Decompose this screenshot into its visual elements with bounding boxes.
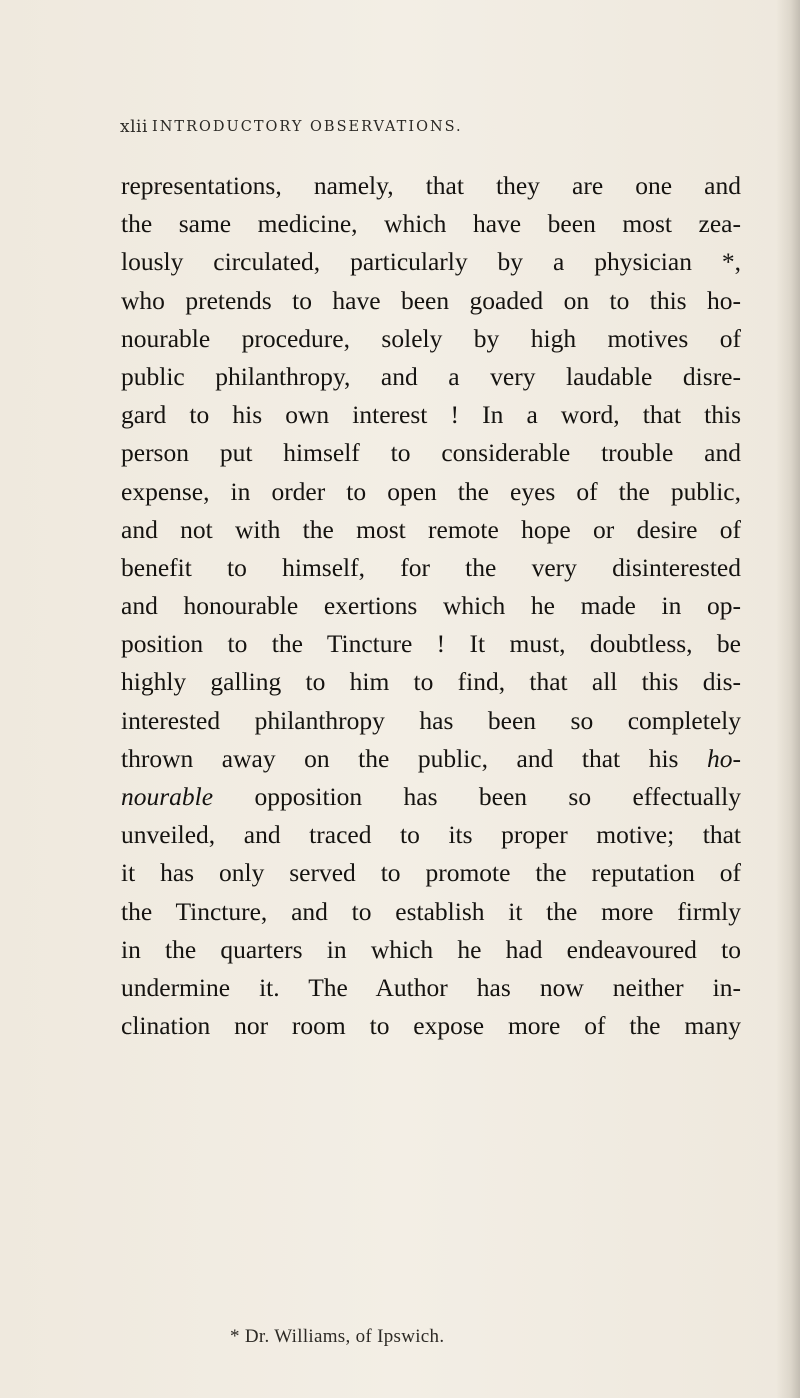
text-line-13: position to the Tincture ! It must, doubtless, be [121,629,741,659]
text-line-10: and not with the most remote hope or desire of [121,514,741,544]
text-line-8: person put himself to considerable trouble and [121,438,741,468]
footnote: * Dr. Williams, of Ipswich. [230,1326,445,1347]
text-line-18: unveiled, and traced to its proper motive; that [121,820,741,850]
text-line-2: the same medicine, which have been most zea- [121,209,741,239]
text-line-17 [121,778,741,816]
italic-word-honourable-end: nourable [121,782,214,811]
text-line-16 [121,740,741,778]
text-line-7: gard to his own interest ! In a word, that this [121,400,741,430]
page-edge-shadow [776,0,800,1398]
section-title: INTRODUCTORY OBSERVATIONS. [152,119,463,135]
body-text [121,167,741,1045]
text-line-14: highly galling to him to find, that all this dis- [121,667,741,697]
text-line-17-main: opposition has been so effectually [254,782,742,811]
text-line-19: it has only served to promote the reputation of [121,858,741,888]
running-head [120,117,680,143]
text-line-6: public philanthropy, and a very laudable disre- [121,361,741,391]
text-line-9: expense, in order to open the eyes of the public, [121,476,741,506]
text-line-21: in the quarters in which he had endeavoured to [121,934,741,964]
text-line-15: interested philanthropy has been so completely [121,705,741,735]
text-line-12: and honourable exertions which he made in op- [121,591,741,621]
text-line-5: nourable procedure, solely by high motives of [121,323,741,353]
text-line-16-main: thrown away on the public, and that his [121,743,679,773]
text-line-3: lously circulated, particularly by a physician *, [121,247,741,277]
text-line-20: the Tincture, and to establish it the more firmly [121,896,741,926]
text-line-11: benefit to himself, for the very disinterested [121,552,741,582]
text-line-23: clination nor room to expose more of the many [121,1011,741,1041]
text-line-1: representations, namely, that they are one and [121,171,741,200]
page-number: xlii [120,117,148,137]
text-line-22: undermine it. The Author has now neither in- [121,972,741,1002]
text-line-4: who pretends to have been goaded on to this ho- [121,285,741,315]
italic-word-honourable-start: ho- [707,743,741,773]
